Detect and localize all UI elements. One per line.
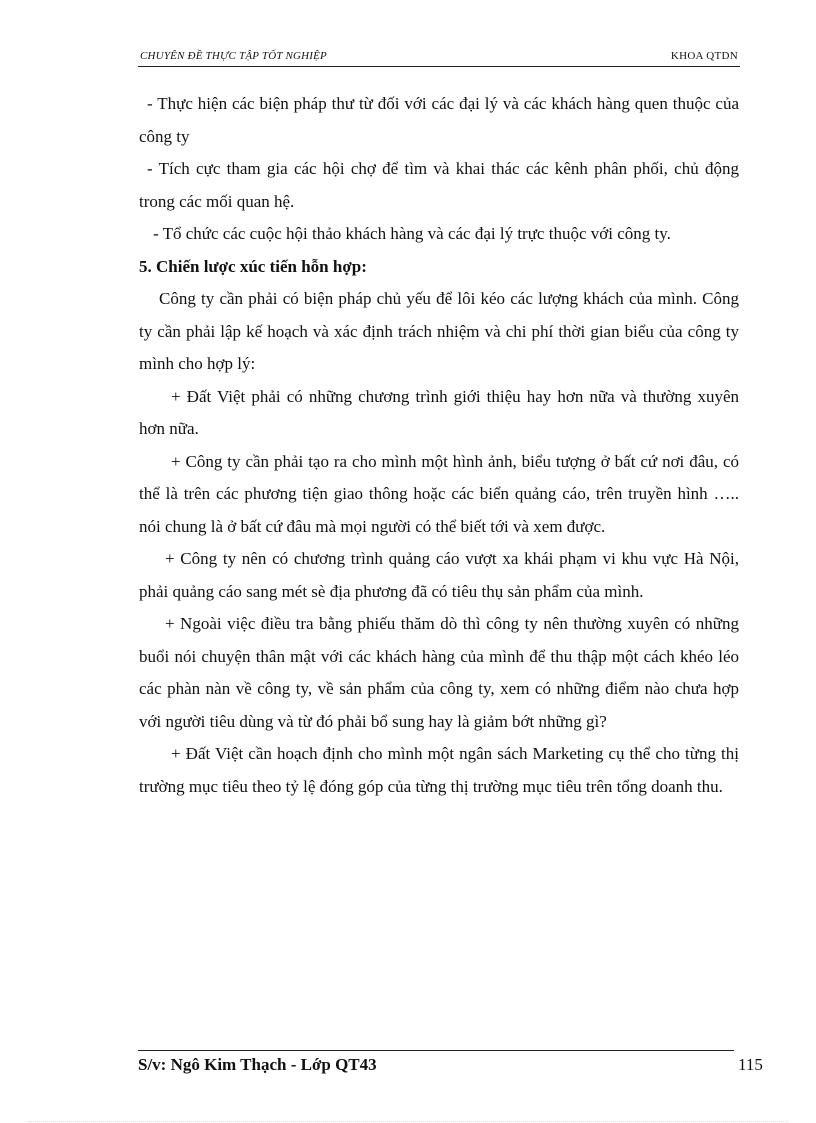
- footer-divider: [138, 1050, 734, 1051]
- section-heading: 5. Chiến lược xúc tiến hỗn hợp:: [139, 256, 367, 276]
- page-number: 115: [738, 1055, 763, 1074]
- page-header: [138, 48, 740, 67]
- footer-author: S/v: Ngô Kim Thạch - Lớp QT43: [138, 1055, 377, 1074]
- bullet-paragraph: - Tổ chức các cuộc hội thảo khách hàng và các đại lý trực thuộc với công ty.: [153, 224, 671, 243]
- page-edge-divider: [28, 1121, 788, 1122]
- bullet-paragraph: - Thực hiện các biện pháp thư từ đối với các đại lý và các khách hàng quen thuộc của công ty: [139, 94, 739, 146]
- page-body: [139, 88, 739, 803]
- plus-paragraph: + Công ty nên có chương trình quảng cáo vượt xa khái phạm vi khu vực Hà Nội, phải quảng cáo sang mét sè địa phương đã có tiêu thụ sản phẩm của mình.: [139, 549, 739, 601]
- bullet-paragraph: - Tích cực tham gia các hội chợ để tìm và khai thác các kênh phân phối, chủ động trong các mối quan hệ.: [139, 159, 739, 211]
- plus-paragraph: + Đất Việt phải có những chương trình giới thiệu hay hơn nữa và thường xuyên hơn nữa.: [139, 386, 739, 438]
- plus-paragraph: + Đất Việt cần hoạch định cho mình một ngân sách Marketing cụ thể cho từng thị trường mục tiêu theo tỷ lệ đóng góp của từng thị trường mục tiêu trên tổng doanh thu.: [139, 744, 739, 796]
- plus-paragraph: + Ngoài việc điều tra bằng phiếu thăm dò thì công ty nên thường xuyên có những buổi nói chuyện thân mật với các khách hàng của mình để thu thập một cách khéo léo các phàn nàn về công ty, về sản phẩm của công ty, xem có những điểm nào chưa hợp với người tiêu dùng và từ đó phải bổ sung hay là giảm bớt những gì?: [139, 614, 739, 731]
- intro-paragraph: Công ty cần phải có biện pháp chủ yếu để lôi kéo các lượng khách của mình. Công ty cần phải lập kế hoạch và xác định trách nhiệm và chi phí thời gian biểu của công ty mình cho hợp lý:: [139, 289, 739, 373]
- plus-paragraph: + Công ty cần phải tạo ra cho mình một hình ảnh, biểu tượng ở bất cứ nơi đâu, có thể là trên các phương tiện giao thông hoặc các biển quảng cáo, trên truyền hình ….. nói chung là ở bất cứ đâu mà mọi người có thể biết tới và xem được.: [139, 451, 739, 536]
- header-faculty: KHOA QTDN: [670, 50, 738, 62]
- header-document-title: CHUYÊN ĐỀ THỰC TẬP TỐT NGHIỆP: [140, 50, 327, 62]
